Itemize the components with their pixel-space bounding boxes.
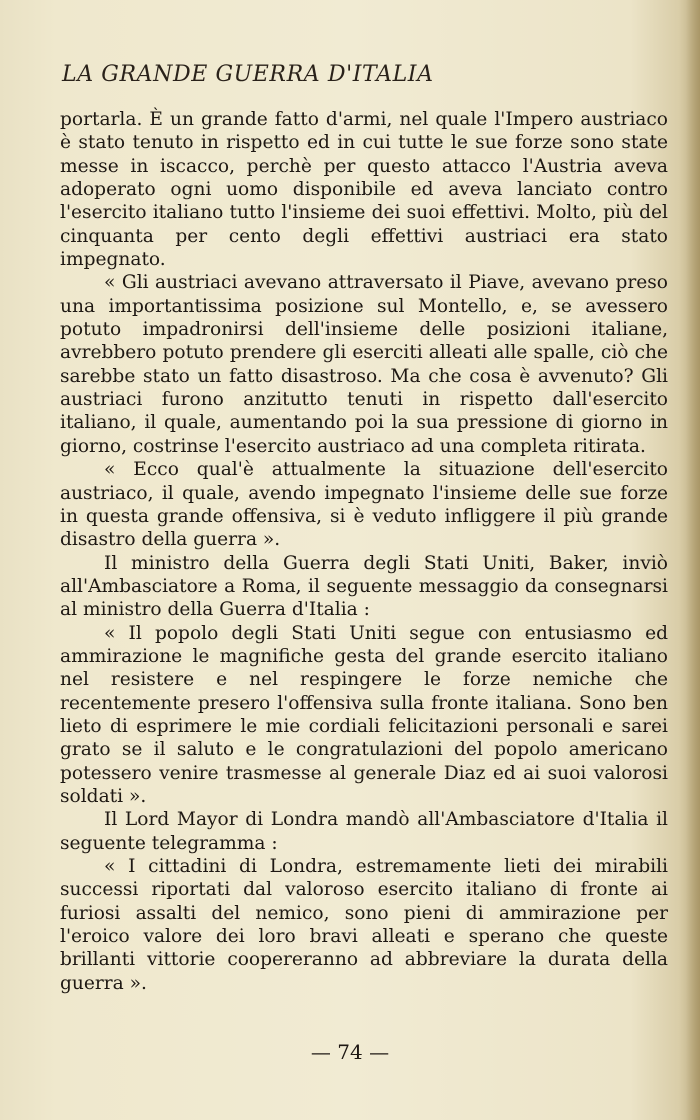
paragraph: portarla. È un grande fatto d'armi, nel quale l'Impero austriaco è stato tenuto in rispetto ed in cui tutte le sue forze sono state messe in iscacco, perchè per questo attacco l'Austria aveva adoperato ogni uomo disponibile ed aveva lanciato contro l'esercito italiano tutto l'insieme dei suoi effettivi. Molto, più del cinquanta per cento degli effettivi austriaci era stato impegnato. xyxy=(60,109,668,271)
paragraph: Il ministro della Guerra degli Stati Uniti, Baker, inviò all'Ambasciatore a Roma, il seguente messaggio da consegnarsi al ministro della Guerra d'Italia : xyxy=(60,552,668,621)
body-text xyxy=(60,108,668,995)
paragraph: « Gli austriaci avevano attraversato il Piave, avevano preso una importantissima posizione sul Montello, e, se avessero potuto impadronirsi dell'insieme delle posizioni italiane, avrebbero potuto prendere gli eserciti alleati alle spalle, ciò che sarebbe stato un fatto disastroso. Ma che cosa è avvenuto? Gli austriaci furono anzitutto tenuti in rispetto dall'esercito italiano, il quale, aumentando poi la sua pressione di giorno in giorno, costrinse l'esercito austriaco ad una completa ritirata. xyxy=(60,272,668,457)
page-edge-shadow xyxy=(686,0,700,1120)
running-title: LA GRANDE GUERRA D'ITALIA xyxy=(62,62,434,87)
paragraph: « Il popolo degli Stati Uniti segue con entusiasmo ed ammirazione le magnifiche gesta del grande esercito italiano nel resistere e nel respingere le forze nemiche che recentemente presero l'offensiva sulla fronte italiana. Sono ben lieto di esprimere le mie cordiali felicitazioni personali e sarei grato se il saluto e le congratulazioni del popolo americano potessero venire trasmesse al generale Diaz ed ai suoi valorosi soldati ». xyxy=(60,622,668,807)
paragraph: « Ecco qual'è attualmente la situazione dell'esercito austriaco, il quale, avendo impegnato l'insieme delle sue forze in questa grande offensiva, si è veduto infliggere il più grande disastro della guerra ». xyxy=(60,459,668,551)
paragraph: « I cittadini di Londra, estremamente lieti dei mirabili successi riportati dal valoroso esercito italiano di fronte ai furiosi assalti del nemico, sono pieni di ammirazione per l'eroico valore dei loro bravi alleati e sperano che queste brillanti vittorie coopereranno ad abbreviare la durata della guerra ». xyxy=(60,856,668,994)
page-number: — 74 — xyxy=(310,1040,390,1064)
paragraph: Il Lord Mayor di Londra mandò all'Ambasciatore d'Italia il seguente telegramma : xyxy=(60,809,668,854)
